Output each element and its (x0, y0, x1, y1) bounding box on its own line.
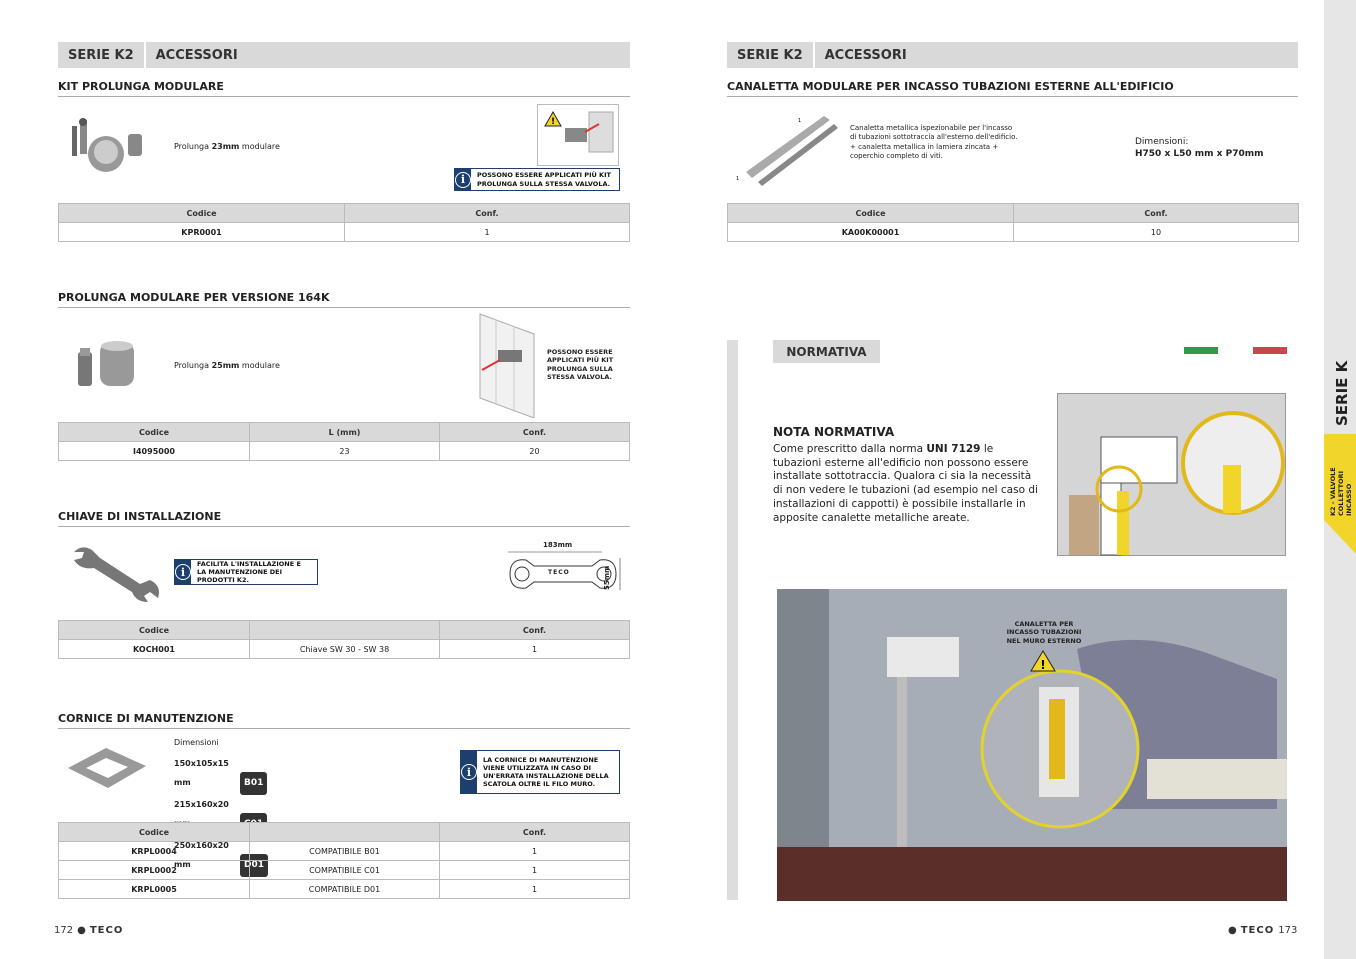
cornice-size: 250x160x20 mm (174, 841, 229, 869)
wrench-image (70, 544, 164, 602)
kit-prolunga-install-diagram (537, 104, 619, 166)
table-cell: 1 (440, 842, 630, 861)
side-tab-sub: K2 - VALVOLE COLLETTORI INCASSO (1329, 467, 1353, 516)
right-header-bar (727, 42, 1298, 68)
right-page-footer (1228, 925, 1297, 936)
table-header: Conf. (440, 823, 630, 842)
table-row (59, 861, 630, 880)
table-row (59, 880, 630, 899)
kit-prolunga-note (454, 168, 620, 191)
canaletta-desc: Canaletta metallica ispezionabile per l'incasso di tubazioni sottotraccia all'esterno dell'edificio. + canaletta metallica in lamiera zincata + coperchio completo di viti. (850, 124, 1018, 161)
table-row (59, 223, 630, 242)
cornice-note (460, 750, 620, 794)
chiave-note (174, 559, 318, 585)
table-header: Conf. (440, 423, 630, 442)
table-row (59, 640, 630, 659)
table-cell: KRPL0002 (59, 861, 250, 880)
prolunga-164k-desc-bold: 25mm (211, 361, 240, 370)
photo-callout: CANALETTA PER INCASSO TUBAZIONI NEL MURO ESTERNO (1006, 620, 1082, 645)
table-header: Conf. (345, 204, 630, 223)
wrench-brand-mark: TECO (548, 569, 570, 576)
table-cell: KRPL0004 (59, 842, 250, 861)
chiave-title: CHIAVE DI INSTALLAZIONE (58, 510, 630, 527)
prolunga-164k-desc (174, 361, 280, 370)
table-cell: KRPL0005 (59, 880, 250, 899)
prolunga-164k-note: POSSONO ESSERE APPLICATI PIÙ KIT PROLUNGA SULLA STESSA VALVOLA. (547, 348, 614, 382)
side-tab-serie: SERIE K (1333, 360, 1351, 426)
table-row (728, 223, 1299, 242)
left-brand: TECO (89, 925, 124, 936)
table-row (59, 842, 630, 861)
right-header-serie: SERIE K2 (727, 42, 815, 68)
table-header: Codice (59, 621, 250, 640)
table-header: Codice (59, 423, 250, 442)
cornice-badge: B01 (240, 772, 267, 795)
right-brand: TECO (1240, 925, 1275, 936)
cornice-size: 215x160x20 (174, 800, 229, 809)
nota-normativa-title: NOTA NORMATIVA (773, 425, 895, 439)
chiave-note-text: FACILITA L'INSTALLAZIONE E LA MANUTENZIONE DEI PRODOTTI K2. (197, 559, 301, 585)
left-header-bar (58, 42, 630, 68)
cornice-badge: D01 (240, 854, 268, 877)
prolunga-164k-desc-pre: Prolunga (174, 361, 212, 370)
table-cell: 10 (1014, 223, 1299, 242)
svg-text:!: ! (550, 117, 556, 127)
prolunga-164k-table (58, 422, 630, 461)
kit-prolunga-table (58, 203, 630, 242)
info-icon: i (175, 564, 191, 580)
table-cell: COMPATIBILE B01 (250, 842, 440, 861)
wrench-dimension-height: 55mm (603, 565, 611, 590)
table-cell: COMPATIBILE C01 (250, 861, 440, 880)
teco-logo-icon: ● (77, 925, 86, 936)
canaletta-title: CANALETTA MODULARE PER INCASSO TUBAZIONI ESTERNE ALL'EDIFICIO (727, 80, 1298, 97)
table-cell: KOCH001 (59, 640, 250, 659)
cornice-title: CORNICE DI MANUTENZIONE (58, 712, 630, 729)
kit-prolunga-image (66, 116, 148, 178)
table-header: L (mm) (250, 423, 440, 442)
italian-flag (1184, 347, 1287, 354)
kit-prolunga-title: KIT PROLUNGA MODULARE (58, 80, 630, 97)
kit-prolunga-desc-post: modulare (239, 142, 280, 151)
left-page-number: 172 (54, 925, 74, 936)
kit-prolunga-note-text: POSSONO ESSERE APPLICATI PIÙ KIT PROLUNGA SULLA STESSA VALVOLA. (477, 171, 611, 188)
left-header-serie: SERIE K2 (58, 42, 146, 68)
svg-text:1: 1 (736, 176, 740, 182)
prolunga-164k-title: PROLUNGA MODULARE PER VERSIONE 164K (58, 291, 630, 308)
table-cell: 20 (440, 442, 630, 461)
table-cell: I4095000 (59, 442, 250, 461)
nota-body-bold: UNI 7129 (926, 443, 981, 455)
chiave-table (58, 620, 630, 659)
cornice-table (58, 822, 630, 899)
cornice-size-item (174, 754, 268, 795)
table-header: Codice (728, 204, 1014, 223)
flag-white (1218, 347, 1252, 354)
table-header: Conf. (1014, 204, 1299, 223)
normativa-illustration (1057, 393, 1286, 556)
left-header-section: ACCESSORI (155, 47, 238, 63)
canaletta-table (727, 203, 1299, 242)
table-header: Codice (59, 823, 250, 842)
table-header: Conf. (440, 621, 630, 640)
canaletta-dim-label: Dimensioni: (1135, 137, 1189, 147)
teco-logo-icon: ● (1228, 925, 1237, 936)
table-cell: 1 (440, 861, 630, 880)
table-cell: 1 (440, 880, 630, 899)
table-cell: 23 (250, 442, 440, 461)
wrench-dimension-width: 183mm (543, 541, 573, 549)
left-page-footer (54, 925, 123, 936)
table-cell: 1 (345, 223, 630, 242)
flag-red (1253, 347, 1287, 354)
nota-normativa-body (773, 443, 1038, 525)
table-header: Codice (59, 204, 345, 223)
table-cell: 1 (440, 640, 630, 659)
flag-green (1184, 347, 1218, 354)
kit-prolunga-desc-bold: 23mm (211, 142, 240, 151)
nota-body-pre: Come prescritto dalla norma (773, 443, 927, 455)
cornice-image (66, 744, 148, 790)
right-page-number: 173 (1278, 925, 1298, 936)
prolunga-164k-desc-post: modulare (239, 361, 280, 370)
prolunga-164k-install-diagram (476, 310, 538, 418)
table-cell: KPR0001 (59, 223, 345, 242)
canaletta-image (734, 112, 840, 186)
kit-prolunga-desc-pre: Prolunga (174, 142, 212, 151)
normativa-side-rule (727, 340, 738, 900)
table-header (250, 621, 440, 640)
kit-prolunga-desc (174, 142, 280, 151)
info-icon: i (461, 764, 477, 780)
prolunga-164k-image (74, 338, 138, 392)
nota-body-post: le tubazioni esterne all'edificio non possono essere installate sottotraccia. Qualora ci sia la necessità di non vedere le tubazioni (ad esempio nel caso di installazioni di cappotti) è possibile installarle in apposite canalette metalliche areate. (773, 443, 1038, 524)
table-cell: KA00K00001 (728, 223, 1014, 242)
svg-text:1: 1 (798, 118, 802, 124)
svg-text:!: ! (1040, 658, 1046, 672)
cornice-size: 150x105x15 mm (174, 759, 229, 787)
cornice-note-text: LA CORNICE DI MANUTENZIONE VIENE UTILIZZATA IN CASO DI UN'ERRATA INSTALLAZIONE DELLA SCATOLA OLTRE IL FILO MURO. (483, 755, 609, 789)
right-header-section: ACCESSORI (824, 47, 907, 63)
canaletta-dim-value: H750 x L50 mm x P70mm (1135, 149, 1264, 159)
table-row (59, 442, 630, 461)
table-cell: Chiave SW 30 - SW 38 (250, 640, 440, 659)
normativa-tag: NORMATIVA (773, 340, 880, 363)
info-icon: i (455, 172, 471, 188)
table-cell: COMPATIBILE D01 (250, 880, 440, 899)
table-header (250, 823, 440, 842)
cornice-dim-label: Dimensioni (174, 738, 219, 747)
